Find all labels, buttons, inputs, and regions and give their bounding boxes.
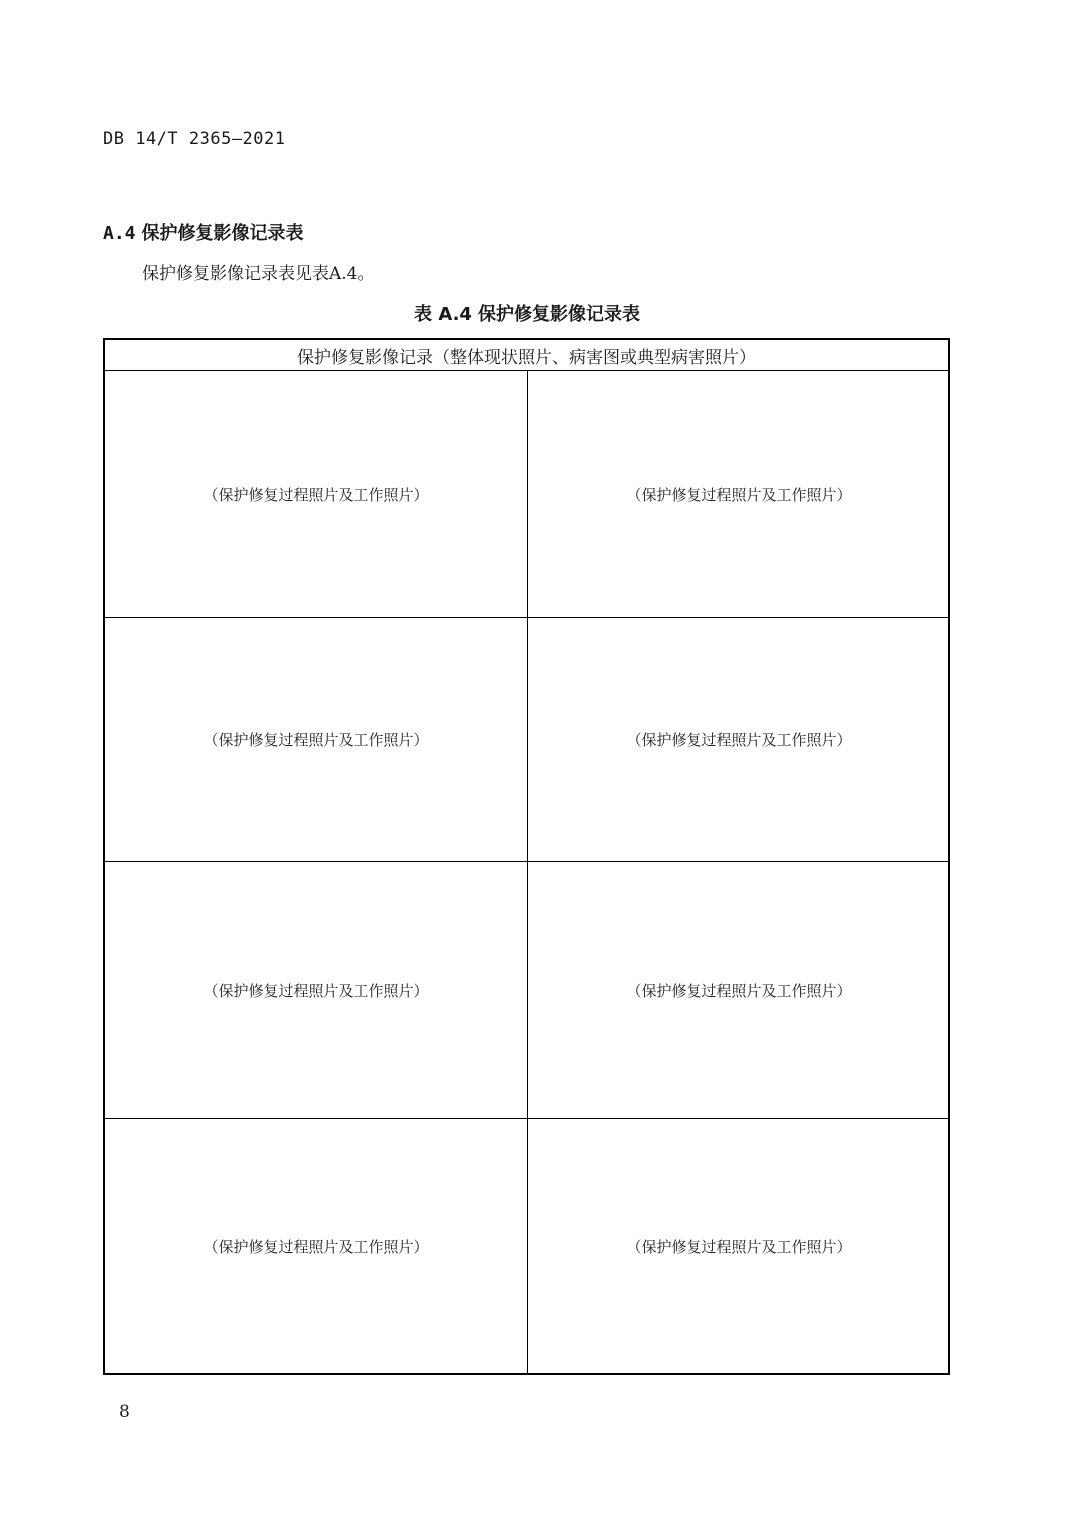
photo-cell: （保护修复过程照片及工作照片） — [626, 485, 852, 504]
page-number: 8 — [119, 1402, 130, 1422]
section-number: A.4 — [103, 223, 136, 244]
photo-cell: （保护修复过程照片及工作照片） — [203, 731, 429, 749]
intro-paragraph: 保护修复影像记录表见表A.4。 — [142, 264, 375, 284]
table-caption-number: 表 A.4 — [414, 304, 472, 325]
photo-cell: （保护修复过程照片及工作照片） — [203, 981, 429, 1000]
table-caption — [0, 300, 1054, 326]
image-record-table — [103, 338, 950, 1375]
document-code: DB 14/T 2365—2021 — [103, 129, 286, 149]
photo-cell: （保护修复过程照片及工作照片） — [203, 1238, 429, 1256]
photo-cell: （保护修复过程照片及工作照片） — [203, 485, 429, 504]
photo-cell: （保护修复过程照片及工作照片） — [626, 731, 852, 749]
photo-cell: （保护修复过程照片及工作照片） — [626, 981, 852, 1000]
section-title: 保护修复影像记录表 — [141, 223, 304, 244]
section-heading — [103, 219, 304, 245]
photo-cell: （保护修复过程照片及工作照片） — [626, 1238, 852, 1256]
table-header: 保护修复影像记录（整体现状照片、病害图或典型病害照片） — [105, 340, 948, 371]
table-caption-title: 保护修复影像记录表 — [477, 304, 640, 325]
